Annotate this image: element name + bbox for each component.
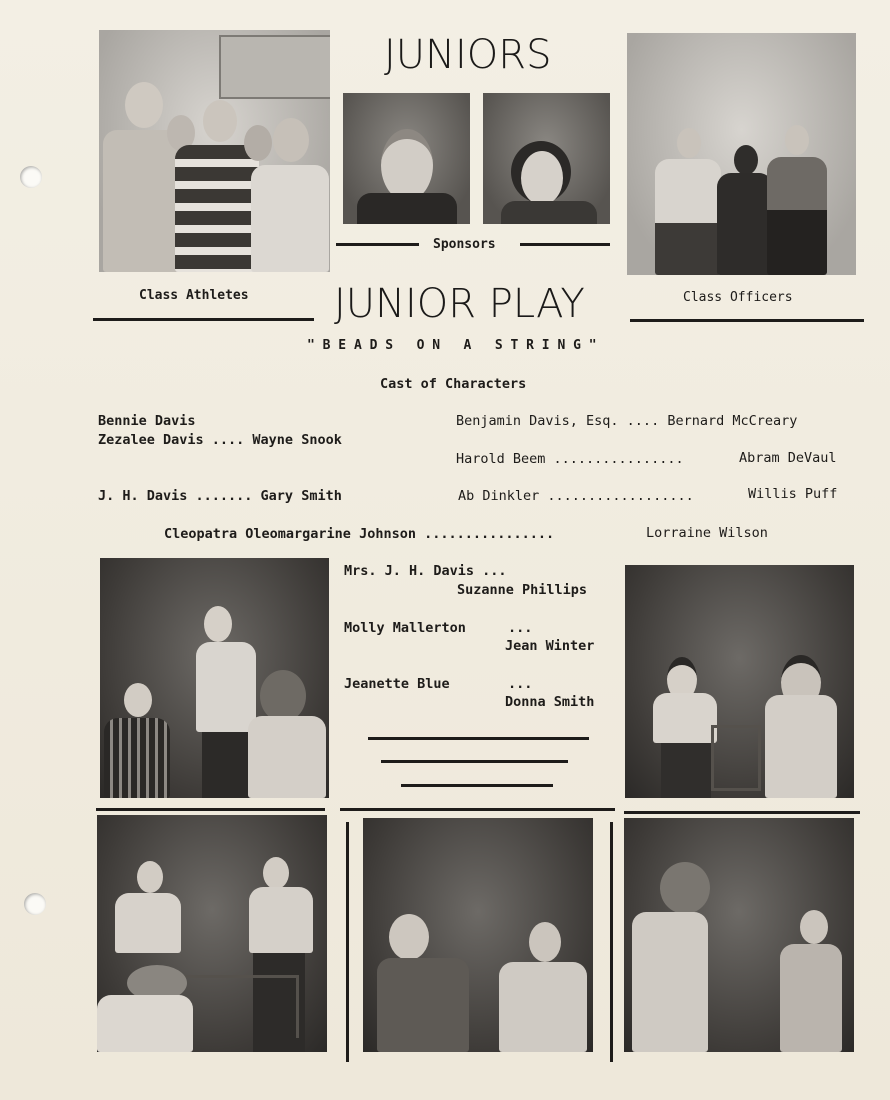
cast-zezalee: Zezalee Davis .... Wayne Snook: [98, 432, 342, 448]
cast-jeanette-actor: Donna Smith: [505, 694, 595, 710]
cast-rule-1: [368, 737, 589, 740]
cast-bennie: Bennie Davis: [98, 413, 196, 429]
cast-harold-actor: Abram DeVaul: [739, 450, 837, 466]
junior-play-title: JUNIOR PLAY: [334, 281, 585, 327]
cast-jeanette-role: Jeanette Blue: [344, 676, 450, 692]
class-officers-photo: [627, 33, 856, 275]
building-window: [219, 35, 330, 99]
class-athletes-photo: [99, 30, 330, 272]
cast-ab-role: Ab Dinkler ..................: [458, 488, 694, 504]
binder-hole-bottom: [24, 893, 46, 915]
cast-harold-role: Harold Beem ................: [456, 451, 684, 467]
cast-molly-actor: Jean Winter: [505, 638, 595, 654]
play-scene-photo-5: [624, 818, 854, 1052]
lower-vrule-right: [610, 822, 613, 1062]
binder-hole-top: [20, 166, 42, 188]
cast-mrs-role: Mrs. J. H. Davis ...: [344, 563, 507, 579]
cast-ab-actor: Willis Puff: [748, 486, 838, 502]
juniors-title: JUNIORS: [384, 32, 552, 78]
lower-rule-middle: [340, 808, 615, 811]
cast-cleopatra-role: Cleopatra Oleomargarine Johnson ................: [164, 526, 555, 542]
cast-cleopatra-actor: Lorraine Wilson: [646, 525, 768, 541]
sponsor-photo-left: [343, 93, 470, 224]
cast-rule-3: [401, 784, 553, 787]
lower-rule-right: [624, 811, 860, 814]
play-rule-left: [93, 318, 314, 321]
cast-mrs-actor: Suzanne Phillips: [457, 582, 588, 598]
play-scene-photo-2: [625, 565, 854, 798]
play-scene-photo-4: [363, 818, 593, 1052]
cast-heading: Cast of Characters: [380, 376, 527, 392]
play-subtitle: " B E A D S O N A S T R I N G ": [307, 338, 597, 353]
cast-benjamin: Benjamin Davis, Esq. .... Bernard McCreary: [456, 413, 798, 429]
class-athletes-caption: Class Athletes: [139, 288, 249, 303]
sponsors-rule-right: [520, 243, 610, 246]
play-rule-right: [630, 319, 864, 322]
cast-jh-davis: J. H. Davis ....... Gary Smith: [98, 488, 342, 504]
play-scene-photo-1: [100, 558, 329, 798]
cast-rule-2: [381, 760, 568, 763]
chair: [711, 725, 761, 791]
cast-molly-dots: ...: [508, 620, 533, 636]
play-scene-photo-3: [97, 815, 327, 1052]
sponsors-caption: Sponsors: [433, 237, 496, 252]
class-officers-caption: Class Officers: [683, 290, 793, 305]
sponsors-rule-left: [336, 243, 419, 246]
lower-vrule-left: [346, 822, 349, 1062]
lower-rule-left: [96, 808, 325, 811]
cast-jeanette-dots: ...: [508, 676, 533, 692]
sponsor-photo-right: [483, 93, 610, 224]
cast-molly-role: Molly Mallerton: [344, 620, 466, 636]
